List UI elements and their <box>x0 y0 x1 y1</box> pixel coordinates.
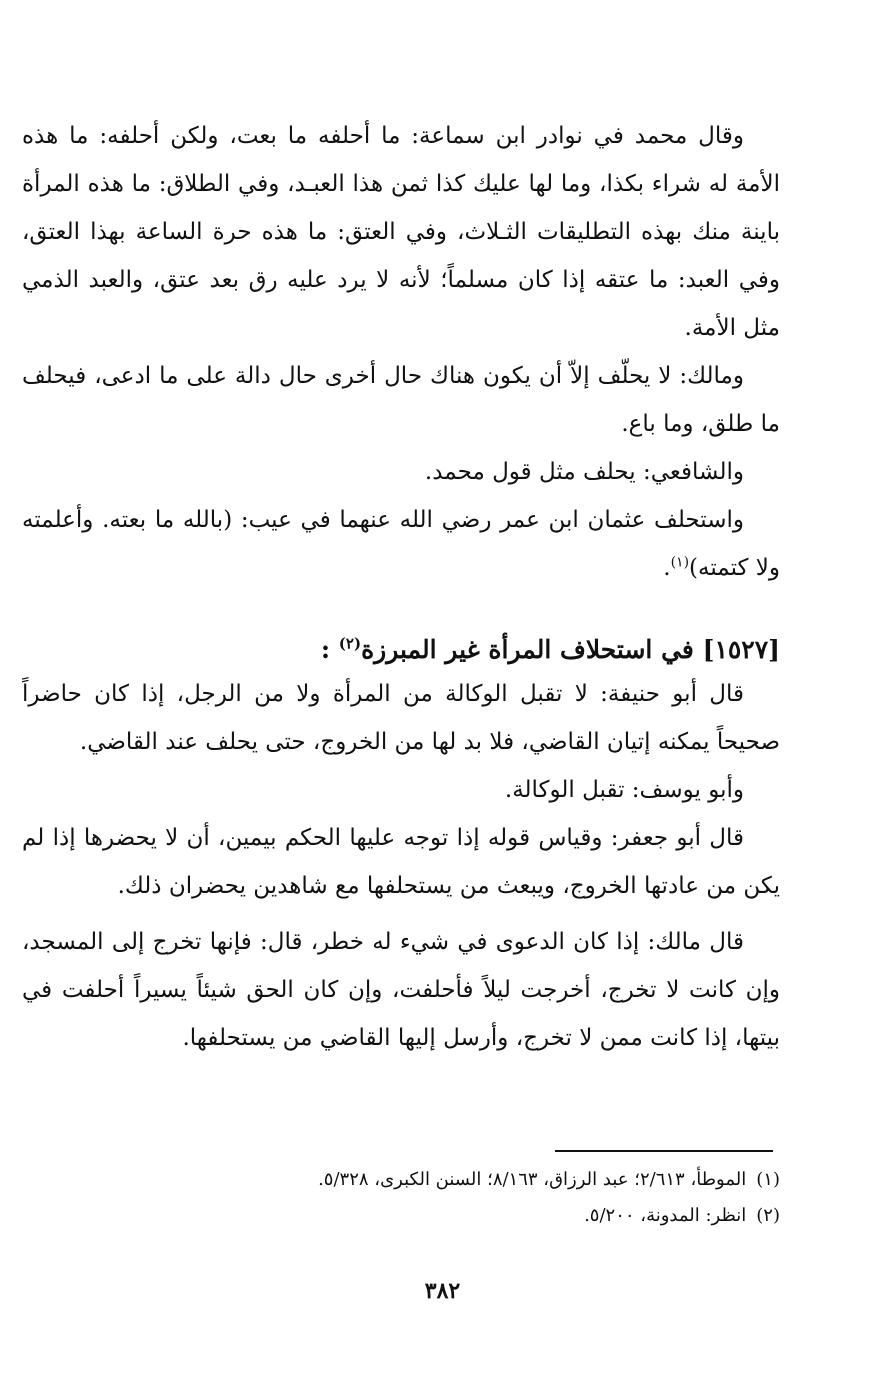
uthman-oath-text: واستحلف عثمان ابن عمر رضي الله عنهما في عيب: (بالله ما بعته. وأعلمته ولا كتمته) <box>22 507 780 581</box>
footnote-1-text: الموطأ، ٢/٦١٣؛ عبد الرزاق، ٨/١٦٣؛ السنن الكبرى، ٥/٣٢٨. <box>318 1169 747 1190</box>
section-heading <box>22 628 780 672</box>
footnote-2 <box>22 1198 780 1234</box>
paragraph-abu-jafar: قال أبو جعفر: وقياس قوله إذا توجه عليها الحكم بيمين، أن لا يحضرها إذا لم يكن من عادتها الخروج، ويبعث من يستحلفها مع شاهدين يحضران ذلك. <box>22 825 780 899</box>
footnote-divider <box>555 1150 773 1152</box>
page-number: ٣٨٢ <box>424 1278 461 1304</box>
paragraph-muhammad-opinion: وقال محمد في نوادر ابن سماعة: ما أحلفه ما بعت، ولكن أحلفه: ما هذه الأمة له شراء بكذا، وما لها عليك كذا ثمن هذا العبـد، وفي الطلاق: ما هذه المرأة باينة منك بهذه التطليقات الثـلاث، وفي العتق: ما هذه حرة الساعة بهذا العتق، وفي العبد: ما عتقه إذا كان مسلماً؛ لأنه لا يرد عليه رق بعد عتق، والعبد الذمي مثل الأمة. <box>22 123 780 341</box>
section-colon: : <box>320 635 331 664</box>
footnote-1 <box>22 1162 780 1198</box>
paragraph-abu-hanifa: قال أبو حنيفة: لا تقبل الوكالة من المرأة ولا من الرجل، إذا كان حاضراً صحيحاً يمكنه إتيان القاضي، فلا بد لها من الخروج، حتى يحلف عند القاضي. <box>22 681 780 755</box>
uthman-oath-end: . <box>663 555 671 581</box>
footnote-ref-2: (٢) <box>338 634 362 653</box>
paragraph-malik-opinion: ومالك: لا يحلّف إلاّ أن يكون هناك حال أخرى حال دالة على ما ادعى، فيحلف ما طلق، وما باع. <box>22 363 780 437</box>
body-text-top <box>22 112 780 592</box>
body-text-bottom <box>22 670 780 1062</box>
paragraph-abu-yusuf: وأبو يوسف: تقبل الوكالة. <box>504 777 744 803</box>
footnote-2-number: (٢) <box>756 1205 780 1226</box>
section-title: في استحلاف المرأة غير المبرزة <box>361 635 694 664</box>
footnote-2-text: انظر: المدونة، ٥/٢٠٠. <box>584 1205 747 1226</box>
paragraph-shafii-opinion: والشافعي: يحلف مثل قول محمد. <box>424 459 744 485</box>
paragraph-uthman-oath <box>22 496 780 592</box>
paragraph-malik-women: قال مالك: إذا كان الدعوى في شيء له خطر، قال: فإنها تخرج إلى المسجد، وإن كانت لا تخرج، أخرجت ليلاً فأحلفت، وإن كان الحق شيئاً يسيراً أحلفت في بيتها، إذا كانت ممن لا تخرج، وأرسل إليها القاضي من يستحلفها. <box>22 929 780 1051</box>
footnotes <box>22 1162 780 1234</box>
footnote-ref-1: (١) <box>670 554 690 571</box>
footnote-1-number: (١) <box>756 1169 780 1190</box>
section-number: [١٥٢٧] <box>702 635 780 664</box>
paragraph-gap <box>22 910 780 918</box>
